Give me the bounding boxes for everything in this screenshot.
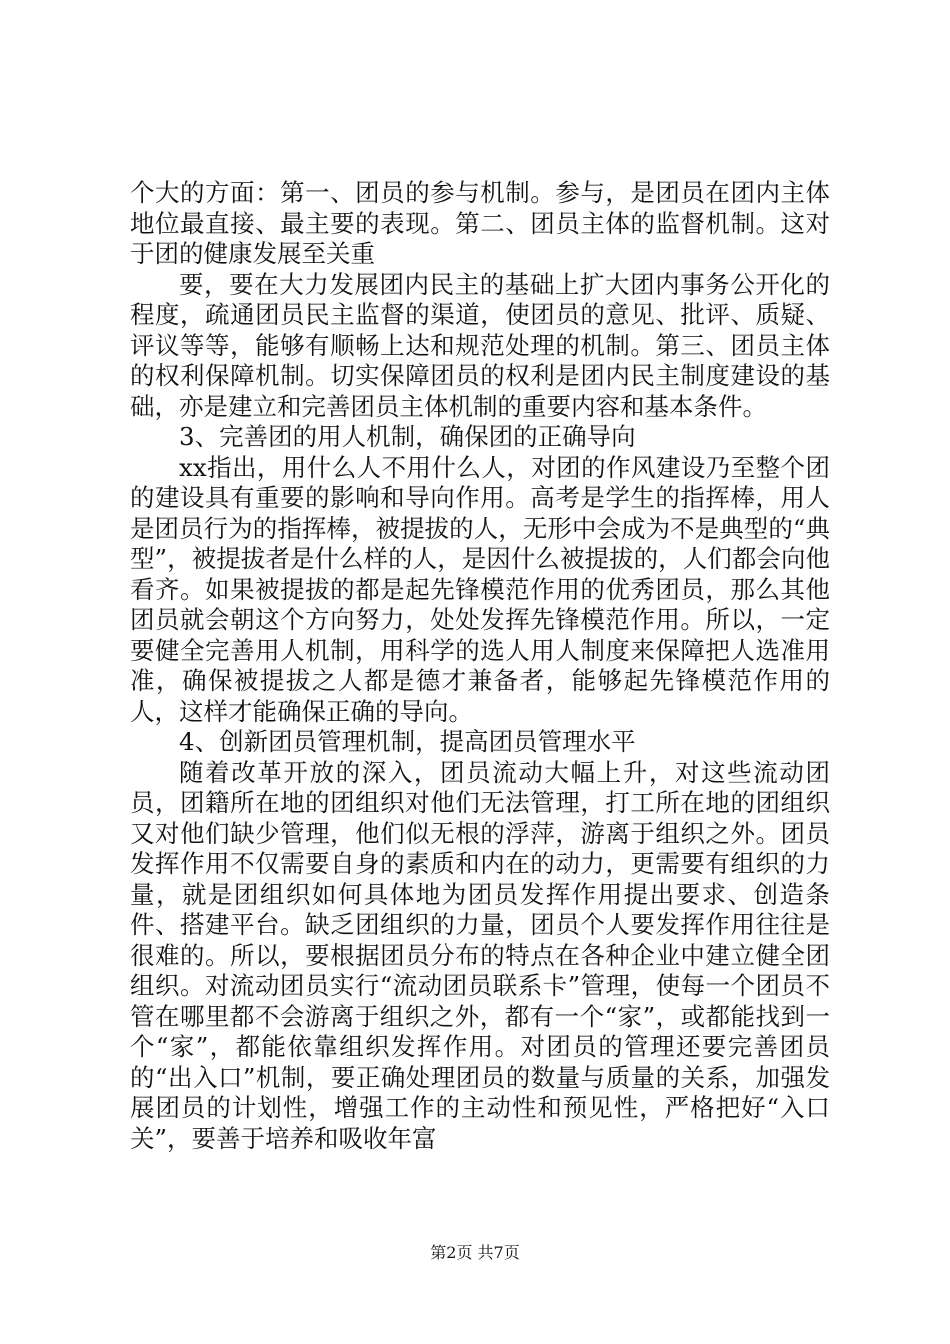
page-number-footer: 第2页 共7页 xyxy=(430,1243,520,1262)
section-heading-4: 4、创新团员管理机制，提高团员管理水平 xyxy=(179,727,636,756)
document-body xyxy=(130,178,830,1154)
paragraph-2: 要，要在大力发展团内民主的基础上扩大团内事务公开化的程度，疏通团员民主监督的渠道，使团员的意见、批评、质疑、评议等等，能够有顺畅上达和规范处理的机制。第三、团员主体的权利保障机制。切实保障团员的权利是团内民主制度建设的基础，亦是建立和完善团员主体机制的重要内容和基本条件。 xyxy=(130,269,830,421)
paragraph-4: 随着改革开放的深入，团员流动大幅上升，对这些流动团员，团籍所在地的团组织对他们无法管理，打工所在地的团组织又对他们缺少管理，他们似无根的浮萍，游离于组织之外。团员发挥作用不仅需要自身的素质和内在的动力，更需要有组织的力量，就是团组织如何具体地为团员发挥作用提出要求、创造条件、搭建平台。缺乏团组织的力量，团员个人要发挥作用往往是很难的。所以，要根据团员分布的特点在各种企业中建立健全团组织。对流动团员实行“流动团员联系卡”管理，使每一个团员不管在哪里都不会游离于组织之外，都有一个“家”，或都能找到一个“家”，都能依靠组织发挥作用。对团员的管理还要完善团员的“出入口”机制，要正确处理团员的数量与质量的关系，加强发展团员的计划性，增强工作的主动性和预见性，严格把好“入口关”，要善于培养和吸收年富 xyxy=(130,757,830,1153)
section-heading-3: 3、完善团的用人机制，确保团的正确导向 xyxy=(179,422,636,451)
paragraph-3: xx指出，用什么人不用什么人，对团的作风建设乃至整个团的建设具有重要的影响和导向作用。高考是学生的指挥棒，用人是团员行为的指挥棒，被提拔的人，无形中会成为不是典型的“典型”，被提拔者是什么样的人，是因什么被提拔的，人们都会向他看齐。如果被提拔的都是起先锋模范作用的优秀团员，那么其他团员就会朝这个方向努力，处处发挥先锋模范作用。所以，一定要健全完善用人机制，用科学的选人用人制度来保障把人选准用准，确保被提拔之人都是德才兼备者，能够起先锋模范作用的人，这样才能确保正确的导向。 xyxy=(130,452,830,726)
paragraph-1: 个大的方面：第一、团员的参与机制。参与，是团员在团内主体地位最直接、最主要的表现。第二、团员主体的监督机制。这对于团的健康发展至关重 xyxy=(130,178,830,268)
